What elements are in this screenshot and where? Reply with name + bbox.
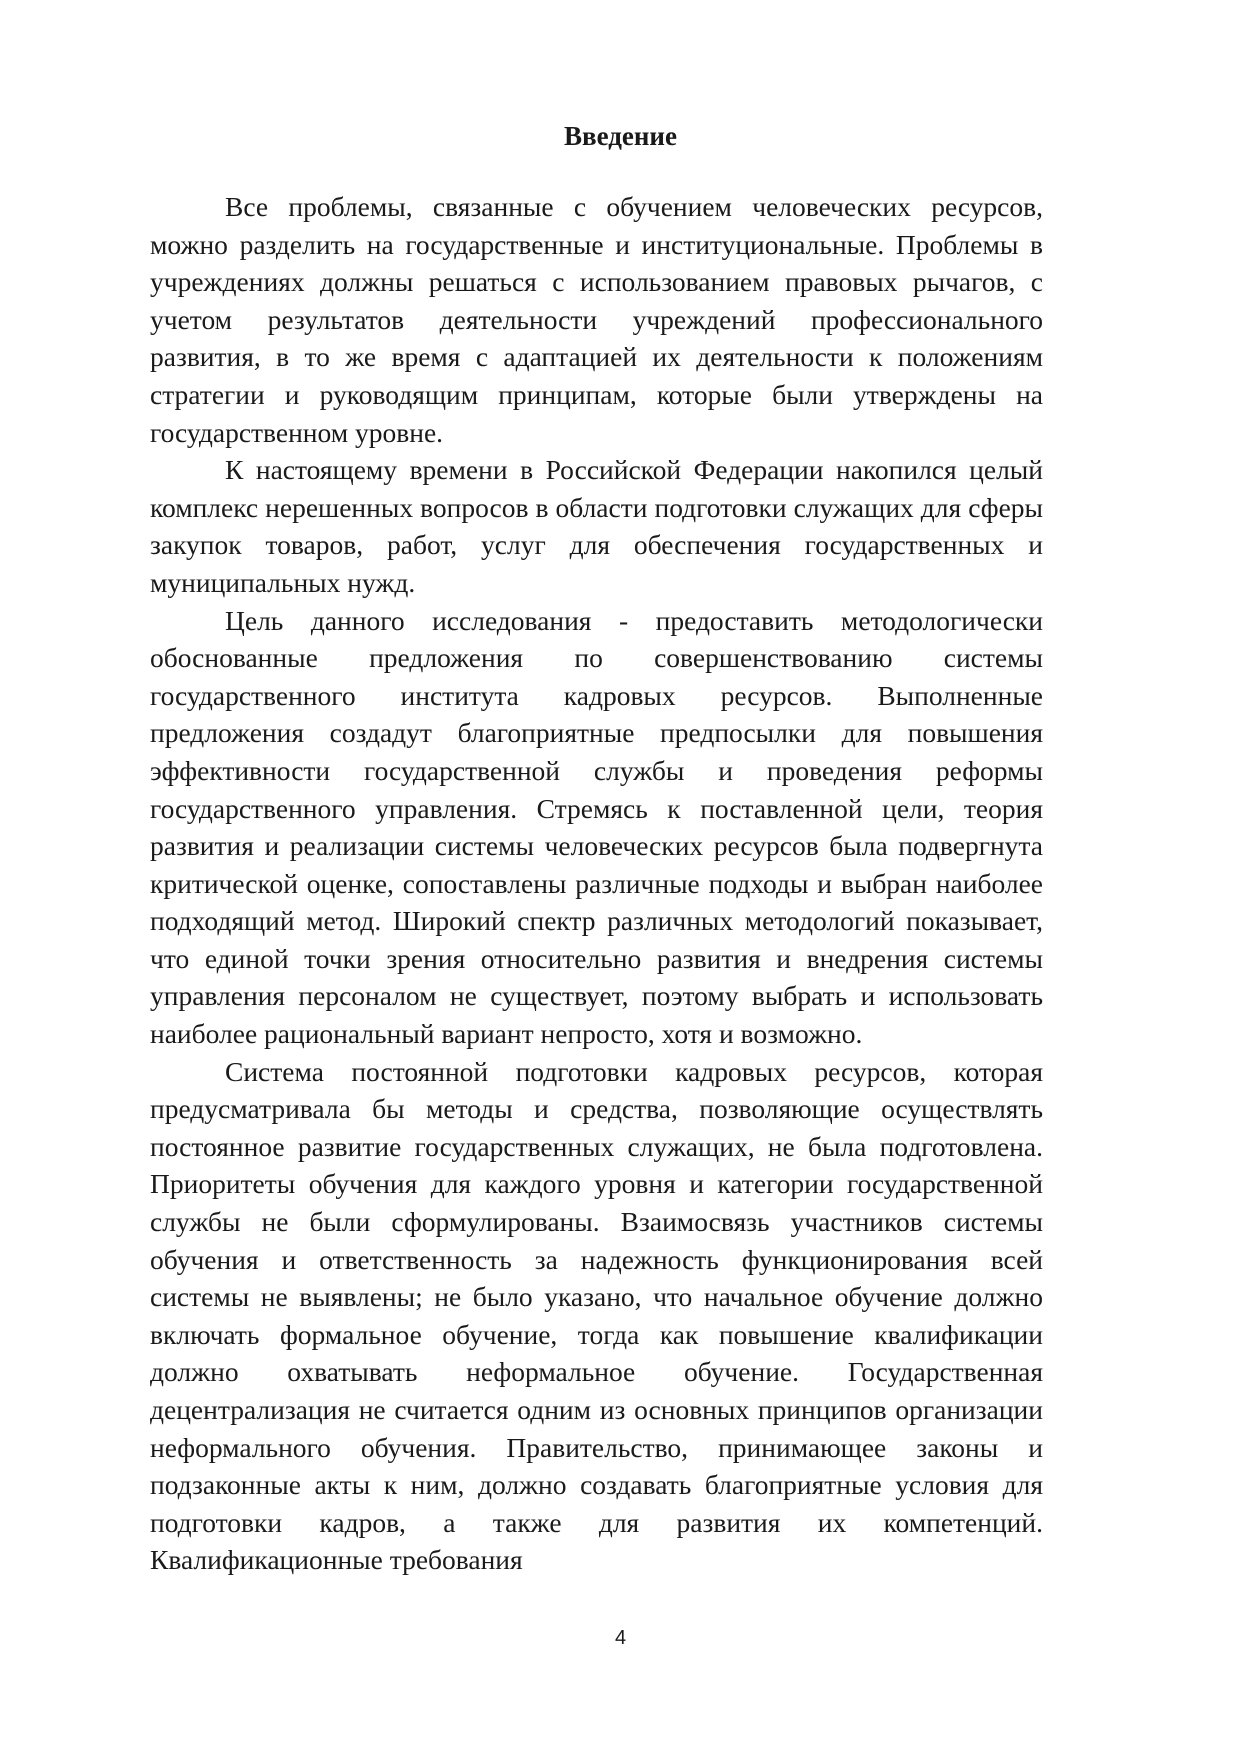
paragraph-4: Система постоянной подготовки кадровых ресурсов, которая предусматривала бы методы и средства, позволяющие осуществлять постоянное развитие государственных служащих, не была подготовлена. Приоритеты обучения для каждого уровня и категории государственной службы не были сформулированы. Взаимосвязь участников системы обучения и ответственность за надежность функционирования всей системы не выявлены; не было указано, что начальное обучение должно включать формальное обучение, тогда как повышение квалификации должно охватывать неформальное обучение. Государственная децентрализация не считается одним из основных принципов организации неформального обучения. Правительство, принимающее законы и подзаконные акты к ним, должно создавать благоприятные условия для подготовки кадров, а также для развития их компетенций. Квалификационные требования [150,1055,1043,1576]
page-title: Введение [564,121,677,151]
body-text [150,188,1043,1579]
paragraph-3: Цель данного исследования - предоставить методологически обоснованные предложения по совершенствованию системы государственного института кадровых ресурсов. Выполненные предложения создадут благоприятные предпосылки для повышения эффективности государственной службы и проведения реформы государственного управления. Стремясь к поставленной цели, теория развития и реализации системы человеческих ресурсов была подвергнута критической оценке, сопоставлены различные подходы и выбран наиболее подходящий метод. Широкий спектр различных методологий показывает, что единой точки зрения относительно развития и внедрения системы управления персоналом не существует, поэтому выбрать и использовать наиболее рациональный вариант непросто, хотя и возможно. [150,604,1043,1050]
paragraph-2: К настоящему времени в Российской Федерации накопился целый комплекс нерешенных вопросов в области подготовки служащих для сферы закупок товаров, работ, услуг для обеспечения государственных и муниципальных нужд. [150,454,1043,598]
paragraph-1: Все проблемы, связанные с обучением человеческих ресурсов, можно разделить на государственные и институциональные. Проблемы в учреждениях должны решаться с использованием правовых рычагов, с учетом результатов деятельности учреждений профессионального развития, в то же время с адаптацией их деятельности к положениям стратегии и руководящим принципам, которые были утверждены на государственном уровне. [150,191,1043,448]
page-number: 4 [614,1627,627,1649]
